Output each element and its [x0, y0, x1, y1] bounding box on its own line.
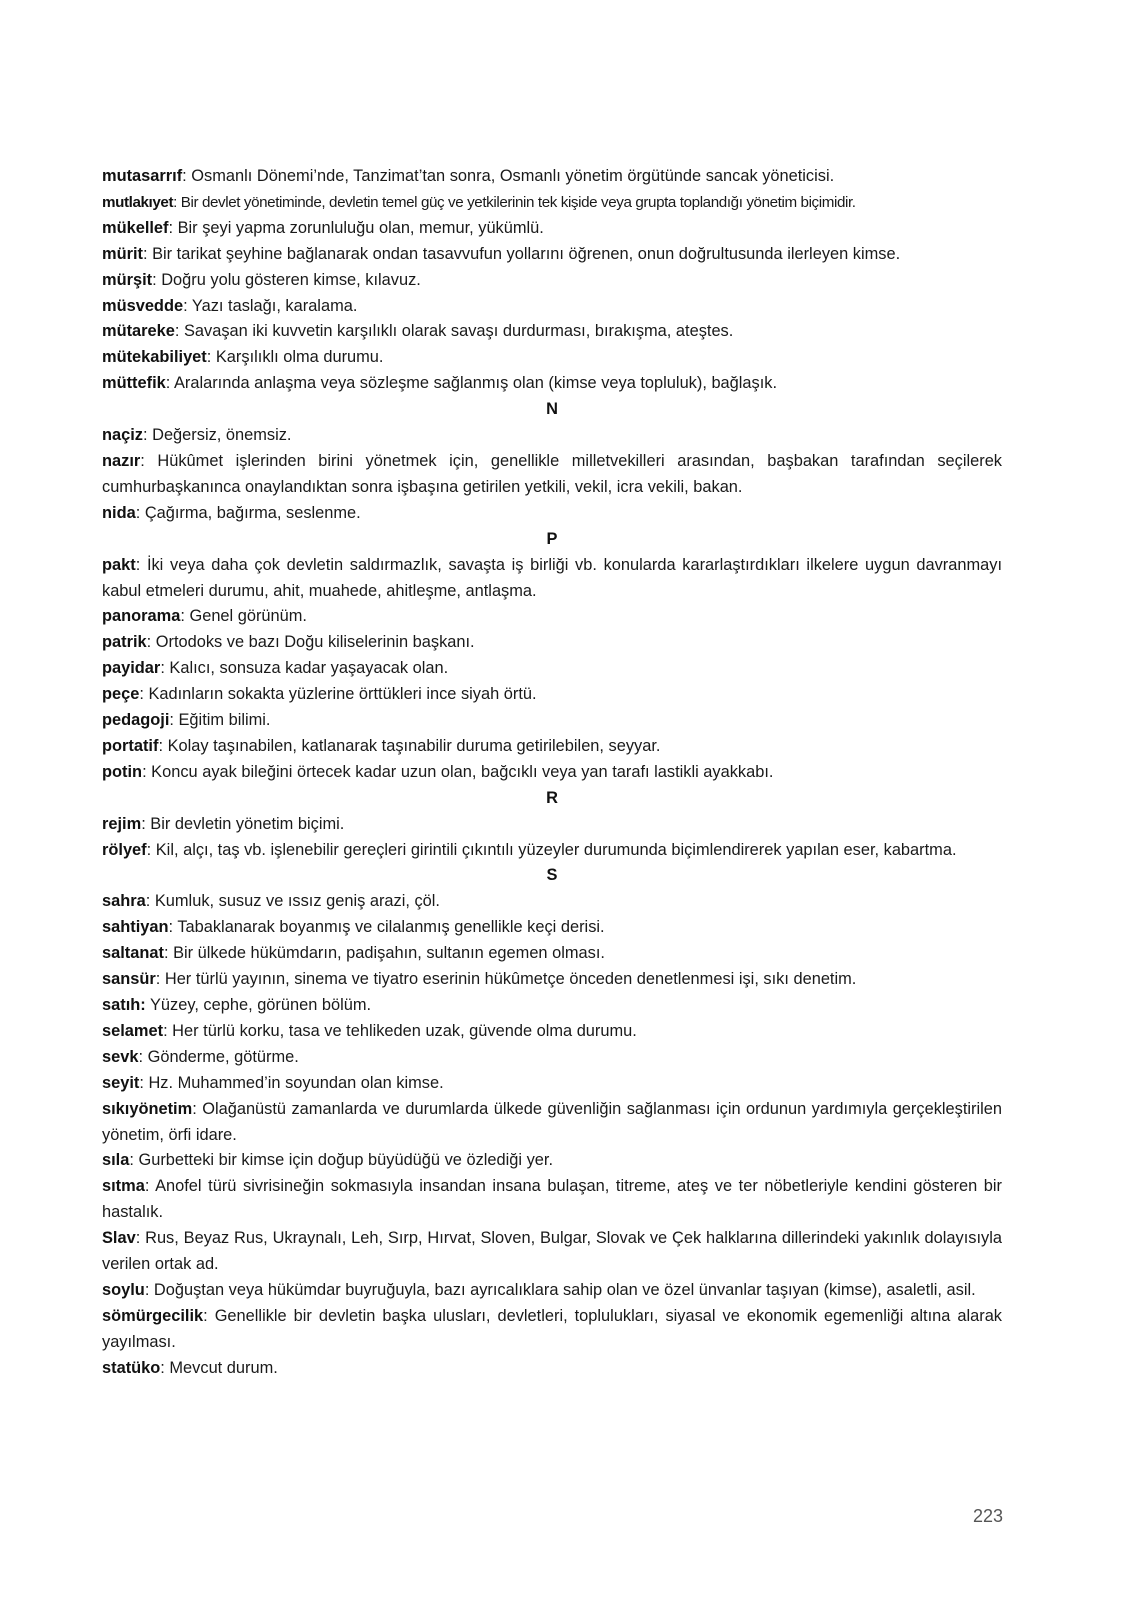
entry-definition: Her türlü yayının, sinema ve tiyatro eserinin hükûmetçe önceden denetlenmesi işi, sıkı denetim. [164, 970, 857, 989]
glossary-entry [102, 1097, 1002, 1149]
entry-definition: Genellikle bir devletin başka ulusları, devletleri, toplulukları, siyasal ve ekonomik egemenliği altına alarak yayılması. [102, 1306, 1003, 1351]
glossary-entry [102, 164, 1002, 190]
entry-term: selamet [102, 1021, 164, 1040]
entry-term: mütekabiliyet [102, 348, 207, 367]
entry-separator: : [138, 1047, 148, 1066]
entry-definition: Koncu ayak bileğini örtecek kadar uzun olan, bağcıklı veya yan tarafı lastikli ayakkabı. [151, 762, 774, 781]
entry-separator: : [129, 1151, 139, 1170]
glossary-entry [102, 449, 1002, 501]
entry-term: sömürgecilik [102, 1306, 204, 1325]
entry-definition: Bir devletin yönetim biçimi. [150, 814, 345, 833]
entry-separator: : [168, 218, 178, 237]
entry-definition: Bir ülkede hükümdarın, padişahın, sultanın egemen olması. [173, 944, 605, 963]
section-letter-heading: S [546, 866, 558, 885]
entry-definition: Her türlü korku, tasa ve tehlikeden uzak, güvende olma durumu. [172, 1021, 637, 1040]
entry-separator: : [169, 711, 179, 730]
entry-term: panorama [102, 607, 181, 626]
entry-term: seyit [102, 1073, 140, 1092]
entry-definition: Gönderme, götürme. [147, 1047, 299, 1066]
entry-term: nida [102, 503, 136, 522]
entry-separator: : [180, 607, 190, 626]
entry-definition: Çağırma, bağırma, seslenme. [144, 503, 361, 522]
entry-definition: Aralarında anlaşma veya sözleşme sağlanmış olan (kimse veya topluluk), bağlaşık. [173, 374, 778, 393]
glossary-entry [102, 1045, 1002, 1071]
glossary-entry [102, 294, 1002, 320]
glossary-entry [102, 812, 1002, 838]
entry-term: mürit [102, 244, 143, 263]
entry-separator: : [144, 1280, 154, 1299]
entry-term: portatif [102, 736, 159, 755]
glossary-entry [102, 1071, 1002, 1097]
entry-definition: İki veya daha çok devletin saldırmazlık, savaşta iş birliği vb. konularda kararlaştırdıkları ilkelere uygun davranmayı kabul etmeleri durumu, ahit, muahede, ahitleşme, antlaşma. [102, 555, 1002, 600]
entry-separator: : [173, 193, 181, 211]
entry-definition: Değersiz, önemsiz. [152, 426, 292, 445]
entry-separator: : [142, 762, 152, 781]
entry-separator: : [163, 944, 174, 963]
entry-separator: : [146, 840, 156, 859]
entry-separator: : [143, 426, 153, 445]
entry-separator: : [140, 451, 158, 470]
entry-separator: : [174, 322, 184, 341]
entry-separator: : [142, 244, 153, 263]
entry-term: mütareke [102, 322, 175, 341]
entry-separator: : [182, 167, 192, 185]
entry-term: sıkıyönetim [102, 1099, 193, 1118]
entry-term: mükellef [102, 218, 169, 237]
entry-term: patrik [102, 633, 147, 652]
entry-definition: Mevcut durum. [169, 1358, 278, 1377]
entry-definition: Savaşan iki kuvvetin karşılıklı olarak savaşı durdurması, bırakışma, ateştes. [184, 322, 734, 341]
entry-definition: Kumluk, susuz ve ıssız geniş arazi, çöl. [154, 892, 440, 911]
entry-term: müsvedde [102, 296, 184, 315]
glossary-entry [102, 708, 1002, 734]
entry-term: sıla [102, 1151, 130, 1170]
glossary-entry [102, 268, 1002, 294]
entry-separator: : [146, 633, 156, 652]
glossary-entry [102, 1226, 1002, 1278]
entry-definition: Bir şeyi yapma zorunluluğu olan, memur, yükümlü. [177, 218, 544, 237]
glossary-entry [102, 190, 1002, 216]
glossary-entry [102, 423, 1002, 449]
entry-definition: Ortodoks ve bazı Doğu kiliselerinin başkanı. [155, 633, 475, 652]
entry-term: saltanat [102, 944, 164, 963]
glossary-entry [102, 345, 1002, 371]
entry-separator: : [163, 1021, 173, 1040]
entry-separator: : [152, 270, 162, 289]
entry-separator: : [155, 970, 165, 989]
glossary-entry [102, 604, 1002, 630]
entry-definition: Kalıcı, sonsuza kadar yaşayacak olan. [169, 659, 449, 678]
glossary-entry [102, 242, 1002, 268]
entry-definition: Yazı taslağı, karalama. [191, 296, 358, 315]
entry-definition: Kolay taşınabilen, katlanarak taşınabilir duruma getirilebilen, seyyar. [167, 736, 661, 755]
glossary-entry [102, 553, 1002, 605]
entry-definition: Kadınların sokakta yüzlerine örttükleri ince siyah örtü. [148, 685, 537, 704]
entry-term: statüko [102, 1358, 161, 1377]
glossary-entry [102, 319, 1002, 345]
entry-definition: Genel görünüm. [189, 607, 307, 626]
entry-term: pakt [102, 555, 136, 574]
entry-term: Slav [102, 1229, 136, 1248]
glossary-entry [102, 371, 1002, 397]
entry-separator: : [160, 659, 170, 678]
entry-separator: : [168, 918, 178, 937]
glossary-entry [102, 656, 1002, 682]
entry-term: rejim [102, 814, 142, 833]
glossary-entry [102, 216, 1002, 242]
entry-term: müttefik [102, 374, 166, 393]
entry-term: sahra [102, 892, 146, 911]
entry-term: mutlakıyet [102, 193, 174, 211]
entry-term: rölyef [102, 840, 147, 859]
glossary-entry [102, 630, 1002, 656]
entry-separator: : [135, 555, 147, 574]
entry-definition: Hz. Muhammed’in soyundan olan kimse. [148, 1073, 444, 1092]
entry-separator: : [135, 1229, 146, 1248]
glossary-entry [102, 915, 1002, 941]
entry-term: sahtiyan [102, 918, 169, 937]
entry-separator: : [141, 814, 151, 833]
section-letter-heading: R [546, 788, 558, 807]
entry-definition: Karşılıklı olma durumu. [215, 348, 384, 367]
entry-term: satıh: [102, 996, 146, 1014]
glossary-list [102, 164, 1002, 1382]
glossary-entry [102, 1148, 1002, 1174]
entry-definition: Olağanüstü zamanlarda ve durumlarda ülkede güvenliğin sağlanması için ordunun yardımıyla gerçekleştirilen yönetim, örfi idare. [102, 1099, 1003, 1144]
entry-separator: : [192, 1099, 203, 1118]
entry-definition: Doğuştan veya hükümdar buyruğuyla, bazı ayrıcalıklara sahip olan ve özel ünvanlar taşıyan (kimse), asaletli, asil. [153, 1280, 976, 1299]
entry-definition: Anofel türü sivrisineğin sokmasıyla insandan insana bulaşan, titreme, ateş ve ter nöbetleriyle kendini gösteren bir hastalık. [102, 1177, 1003, 1222]
glossary-entry [102, 941, 1002, 967]
entry-definition: Bir devlet yönetiminde, devletin temel güç ve yetkilerinin tek kişide veya grupta toplandığı yönetim biçimidir. [180, 193, 856, 211]
entry-term: sansür [102, 970, 156, 989]
entry-definition: Osmanlı Dönemi’nde, Tanzimat’tan sonra, Osmanlı yönetim örgütünde sancak yöneticisi. [191, 167, 835, 185]
entry-term: payidar [102, 659, 161, 678]
entry-term: nazır [102, 451, 141, 470]
glossary-entry [102, 682, 1002, 708]
glossary-entry [102, 1278, 1002, 1304]
entry-term: sıtma [102, 1177, 145, 1196]
glossary-entry [102, 1356, 1002, 1382]
page-number: 223 [972, 1506, 1003, 1526]
entry-definition: Yüzey, cephe, görünen bölüm. [149, 996, 372, 1014]
entry-separator: : [183, 296, 192, 315]
entry-term: mutasarrıf [102, 167, 183, 185]
glossary-entry [102, 1304, 1002, 1356]
glossary-entry [102, 1019, 1002, 1045]
glossary-entry [102, 889, 1002, 915]
entry-definition: Hükûmet işlerinden birini yönetmek için, genellikle milletvekilleri arasından, başbakan tarafından seçilerek cumhurbaşkanınca onaylandıktan sonra işbaşına getirilen yetkili, vekil, icra vekili, bakan. [102, 451, 1002, 496]
section-letter-heading: P [546, 529, 558, 548]
entry-term: mürşit [102, 270, 153, 289]
glossary-entry [102, 838, 1002, 864]
entry-term: soylu [102, 1280, 145, 1299]
entry-term: pedagoji [102, 711, 170, 730]
glossary-entry [102, 501, 1002, 527]
entry-separator: : [206, 348, 216, 367]
entry-separator: : [145, 892, 155, 911]
entry-separator: : [158, 736, 168, 755]
entry-separator: : [135, 503, 145, 522]
glossary-entry [102, 967, 1002, 993]
entry-definition: Eğitim bilimi. [178, 711, 271, 730]
entry-separator: : [139, 1073, 149, 1092]
section-letter-heading: N [546, 400, 558, 419]
entry-separator: : [203, 1306, 215, 1325]
entry-term: sevk [102, 1047, 139, 1066]
entry-definition: Kil, alçı, taş vb. işlenebilir gereçleri girintili çıkıntılı yüzeyler durumunda biçimlendirerek yapılan eser, kabartma. [155, 840, 957, 859]
glossary-entry [102, 760, 1002, 786]
entry-definition: Tabaklanarak boyanmış ve cilalanmış genellikle keçi derisi. [177, 918, 605, 937]
glossary-entry [102, 734, 1002, 760]
entry-term: peçe [102, 685, 140, 704]
glossary-entry [102, 1174, 1002, 1226]
entry-term: potin [102, 762, 143, 781]
entry-separator: : [144, 1177, 156, 1196]
entry-separator: : [139, 685, 149, 704]
entry-term: naçiz [102, 426, 143, 445]
glossary-entry [102, 993, 1002, 1019]
entry-definition: Doğru yolu gösteren kimse, kılavuz. [161, 270, 421, 289]
entry-separator: : [165, 374, 174, 393]
entry-separator: : [160, 1358, 170, 1377]
entry-definition: Gurbetteki bir kimse için doğup büyüdüğü ve özlediği yer. [138, 1151, 554, 1170]
entry-definition: Rus, Beyaz Rus, Ukraynalı, Leh, Sırp, Hırvat, Sloven, Bulgar, Slovak ve Çek halklarına dillerindeki yakınlık dolayısıyla verilen ortak ad. [102, 1229, 1002, 1274]
entry-definition: Bir tarikat şeyhine bağlanarak ondan tasavvufun yollarını öğrenen, onun doğrultusunda ilerleyen kimse. [152, 244, 901, 263]
